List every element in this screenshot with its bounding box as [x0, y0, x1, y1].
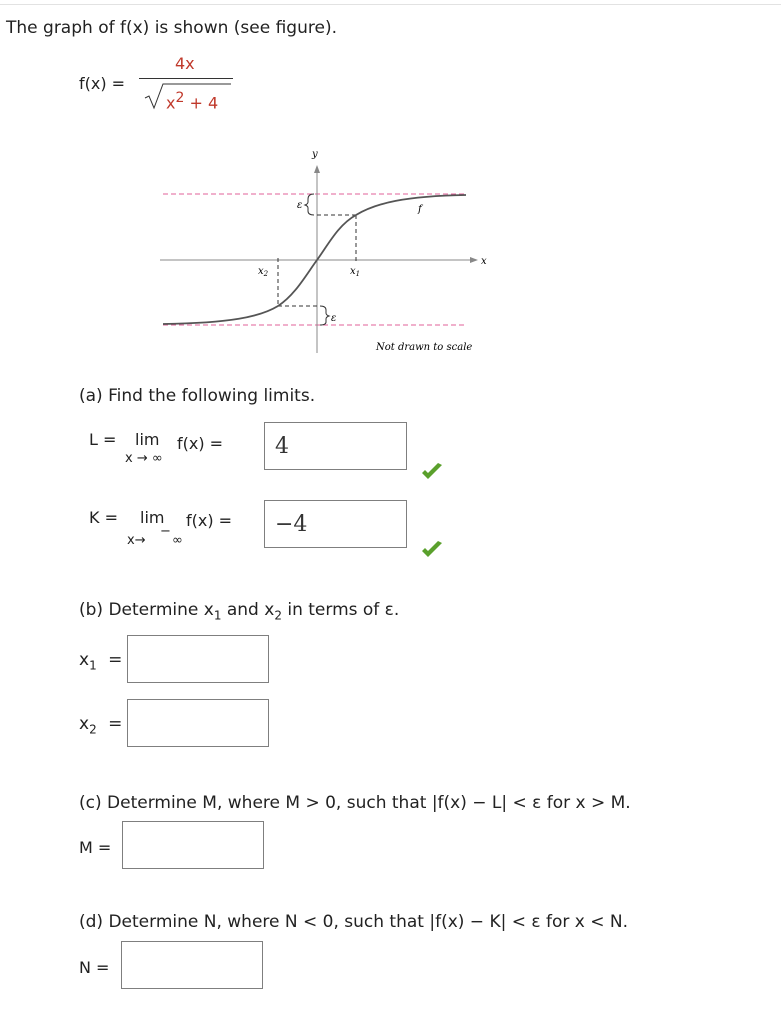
M-answer-field[interactable]	[122, 821, 264, 869]
part-b-sub-2: 2	[274, 608, 282, 623]
x2-fig-label: $x_2$	[258, 266, 269, 278]
L-lhs: L =	[89, 430, 117, 449]
N-answer-field[interactable]	[121, 941, 263, 989]
x1-var: x	[79, 650, 90, 670]
x1-eq: =	[108, 650, 123, 670]
top-brace	[305, 194, 314, 215]
denominator	[166, 90, 218, 112]
y-axis-label: y	[312, 149, 318, 160]
M-label: M =	[79, 838, 112, 857]
part-b-text-2: and x	[221, 600, 275, 620]
x2-sub: 2	[89, 722, 97, 737]
top-divider	[0, 4, 781, 5]
part-c-prompt: (c) Determine M, where M > 0, such that |f(x) − L| < ε for x > M.	[79, 793, 631, 813]
den-rest: + 4	[189, 93, 219, 113]
part-b-text-3: in terms of ε.	[281, 600, 400, 620]
K-fx: f(x) =	[186, 511, 233, 530]
L-lim: lim	[135, 430, 160, 449]
graph-figure	[160, 145, 500, 360]
function-lhs: f(x) =	[79, 74, 126, 93]
scale-note: Not drawn to scale	[376, 342, 473, 353]
y-axis-arrow	[314, 165, 320, 173]
eps-top-label: ε	[297, 200, 303, 211]
den-exp: 2	[175, 90, 185, 106]
x-axis-label: x	[481, 256, 487, 267]
part-a-prompt: (a) Find the following limits.	[79, 386, 316, 406]
eps-bottom-label: ε	[331, 313, 337, 324]
x2-label	[79, 714, 122, 736]
N-label: N =	[79, 958, 110, 977]
x2-eq: =	[108, 714, 123, 734]
den-x: x	[166, 93, 176, 113]
curve-label: f	[418, 204, 422, 215]
bottom-brace	[320, 306, 329, 325]
fraction-bar	[139, 78, 233, 79]
part-d-prompt: (d) Determine N, where N < 0, such that |f(x) − K| < ε for x < N.	[79, 912, 628, 932]
L-fx: f(x) =	[177, 434, 224, 453]
part-b-prompt	[79, 600, 399, 622]
x2-var: x	[79, 714, 90, 734]
correct-check-icon	[420, 540, 444, 560]
K-under-inf: ∞	[172, 533, 183, 548]
x2-answer-field[interactable]	[127, 699, 269, 747]
K-lhs: K =	[89, 508, 118, 527]
K-under-minus: −	[160, 524, 171, 539]
L-answer-field[interactable]: 4	[264, 422, 407, 470]
problem-intro: The graph of f(x) is shown (see figure).	[6, 18, 337, 38]
function-numerator: 4x	[175, 54, 195, 73]
part-b-text-1: (b) Determine x	[79, 600, 214, 620]
x1-fig-label: $x_1$	[350, 266, 361, 278]
L-under: x → ∞	[125, 451, 163, 466]
K-under-x: x→	[127, 533, 146, 548]
x-axis-arrow	[470, 257, 478, 263]
part-b-sub-1: 1	[213, 608, 222, 623]
correct-check-icon	[420, 462, 444, 482]
K-answer-field[interactable]: −4	[264, 500, 407, 548]
x1-label	[79, 650, 122, 672]
K-lim: lim	[140, 508, 165, 527]
x1-answer-field[interactable]	[127, 635, 269, 683]
x1-sub: 1	[89, 658, 97, 673]
